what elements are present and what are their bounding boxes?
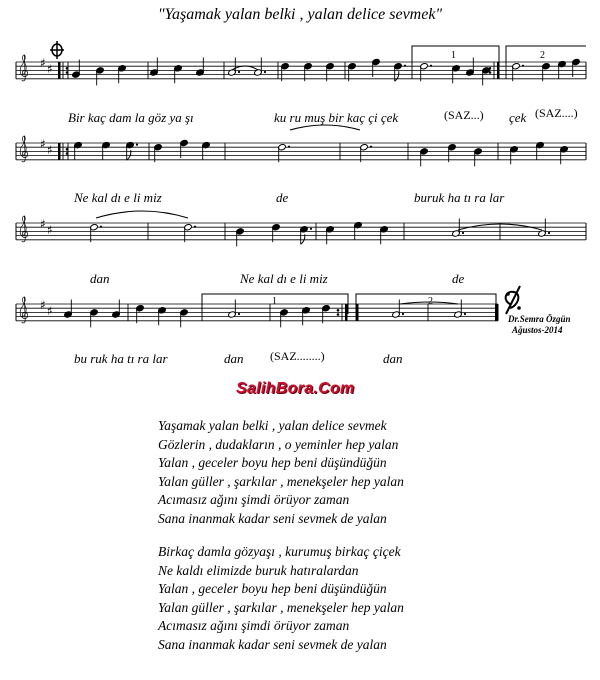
verse-1 bbox=[158, 417, 404, 528]
note-dot bbox=[402, 313, 404, 315]
svg-text:♯: ♯ bbox=[40, 137, 46, 151]
note-dot bbox=[370, 146, 372, 148]
lyric-row4-saz: (SAZ........) bbox=[270, 349, 325, 363]
treble-clef-icon bbox=[20, 297, 28, 323]
note-dot bbox=[288, 146, 290, 148]
verse-line: Gözlerin , dudakların , o yeminler hep yalan bbox=[158, 436, 399, 452]
lyric-row3-b: Ne kal dı e li miz bbox=[240, 271, 328, 286]
svg-text:♯: ♯ bbox=[47, 304, 53, 318]
note-dot bbox=[194, 226, 196, 228]
verse-line: Sana inanmak kadar seni sevmek de yalan bbox=[158, 510, 387, 526]
lyric-row1-b: ku ru muş bir kaç çi çek bbox=[274, 110, 399, 125]
svg-text:♯: ♯ bbox=[47, 143, 53, 157]
lyrics-text bbox=[158, 417, 404, 654]
lyric-row3-c: de bbox=[452, 271, 465, 286]
note-dot bbox=[430, 65, 432, 67]
verse-line: Yalan güller , şarkılar , menekşeler hep yalan bbox=[158, 473, 404, 489]
lyric-row1-saz2: (SAZ....) bbox=[535, 106, 578, 120]
lyric-row1-c: çek bbox=[509, 110, 527, 125]
svg-text:♯: ♯ bbox=[40, 217, 46, 231]
verse-line: Birkaç damla gözyaşı , kurumuş birkaç çiçek bbox=[158, 544, 401, 559]
treble-clef-icon bbox=[20, 55, 28, 81]
svg-text:♯: ♯ bbox=[40, 56, 46, 70]
note-flag bbox=[395, 71, 399, 81]
key-signature-icon bbox=[40, 217, 53, 237]
credit-author: Dr.Semra Özgün bbox=[508, 314, 571, 324]
verse-line: Yalan , geceler boyu hep beni düşündüğün bbox=[158, 581, 387, 596]
verse-2 bbox=[158, 543, 404, 654]
lyric-row2-c: buruk ha tı ra lar bbox=[414, 190, 505, 205]
svg-text:♯: ♯ bbox=[40, 298, 46, 312]
verse-line: Acımasız ağını şimdi örüyor zaman bbox=[158, 492, 350, 507]
verse-line: Acımasız ağını şimdi örüyor zaman bbox=[158, 618, 350, 633]
note-dot bbox=[136, 144, 138, 146]
coda-sign-icon bbox=[50, 41, 64, 59]
credit bbox=[508, 314, 571, 336]
note-dot bbox=[264, 71, 266, 73]
lyric-row4-a: bu ruk ha tı ra lar bbox=[74, 351, 168, 366]
svg-text:♯: ♯ bbox=[47, 223, 53, 237]
staff-row-4 bbox=[16, 297, 498, 323]
note-dot bbox=[238, 313, 240, 315]
key-signature-icon bbox=[40, 137, 53, 157]
note-dot bbox=[310, 228, 312, 230]
note-dot bbox=[464, 313, 466, 315]
credit-date: Ağustos-2014 bbox=[512, 325, 563, 335]
note-dot bbox=[100, 226, 102, 228]
volta-label-2: 2 bbox=[540, 50, 545, 61]
segno-icon bbox=[506, 286, 521, 314]
note-dot bbox=[404, 65, 406, 67]
treble-clef-icon bbox=[20, 136, 28, 162]
key-signature-icon bbox=[40, 56, 53, 76]
tie-arc bbox=[96, 211, 188, 218]
lyric-row1-a: Bir kaç dam la göz ya şı bbox=[68, 110, 194, 125]
verse-line: Yaşamak yalan belki , yalan delice sevmek bbox=[158, 418, 387, 433]
note-dot bbox=[238, 71, 240, 73]
treble-clef-icon bbox=[20, 216, 28, 242]
verse-line: Sana inanmak kadar seni sevmek de yalan bbox=[158, 636, 387, 652]
staff-row-2 bbox=[16, 136, 586, 162]
volta-label-1: 1 bbox=[451, 50, 456, 61]
verse-line: Yalan güller , şarkılar , menekşeler hep yalan bbox=[158, 599, 404, 615]
song-title: "Yaşamak yalan belki , yalan delice sevmek" bbox=[157, 6, 443, 23]
volta-label-4: 2 bbox=[428, 296, 433, 307]
lyric-row2-a: Ne kal dı e li miz bbox=[74, 190, 162, 205]
lyric-row1-saz1: (SAZ...) bbox=[444, 108, 484, 122]
lyric-row3-a: dan bbox=[90, 271, 110, 286]
note-dot bbox=[548, 232, 550, 234]
verse-line: Ne kaldı elimizde buruk hatıralardan bbox=[158, 562, 359, 578]
svg-text:♯: ♯ bbox=[47, 62, 53, 76]
lyric-row4-b: dan bbox=[224, 351, 244, 366]
volta-label-3: 1 bbox=[272, 296, 277, 307]
key-signature-icon bbox=[40, 298, 53, 318]
lyric-row4-c: dan bbox=[383, 351, 403, 366]
lyric-row2-b: de bbox=[276, 190, 289, 205]
note-dot bbox=[462, 232, 464, 234]
verse-line: Yalan , geceler boyu hep beni düşündüğün bbox=[158, 455, 387, 470]
note-dot bbox=[522, 65, 524, 67]
site-logo: SalihBora.Com bbox=[236, 380, 355, 397]
